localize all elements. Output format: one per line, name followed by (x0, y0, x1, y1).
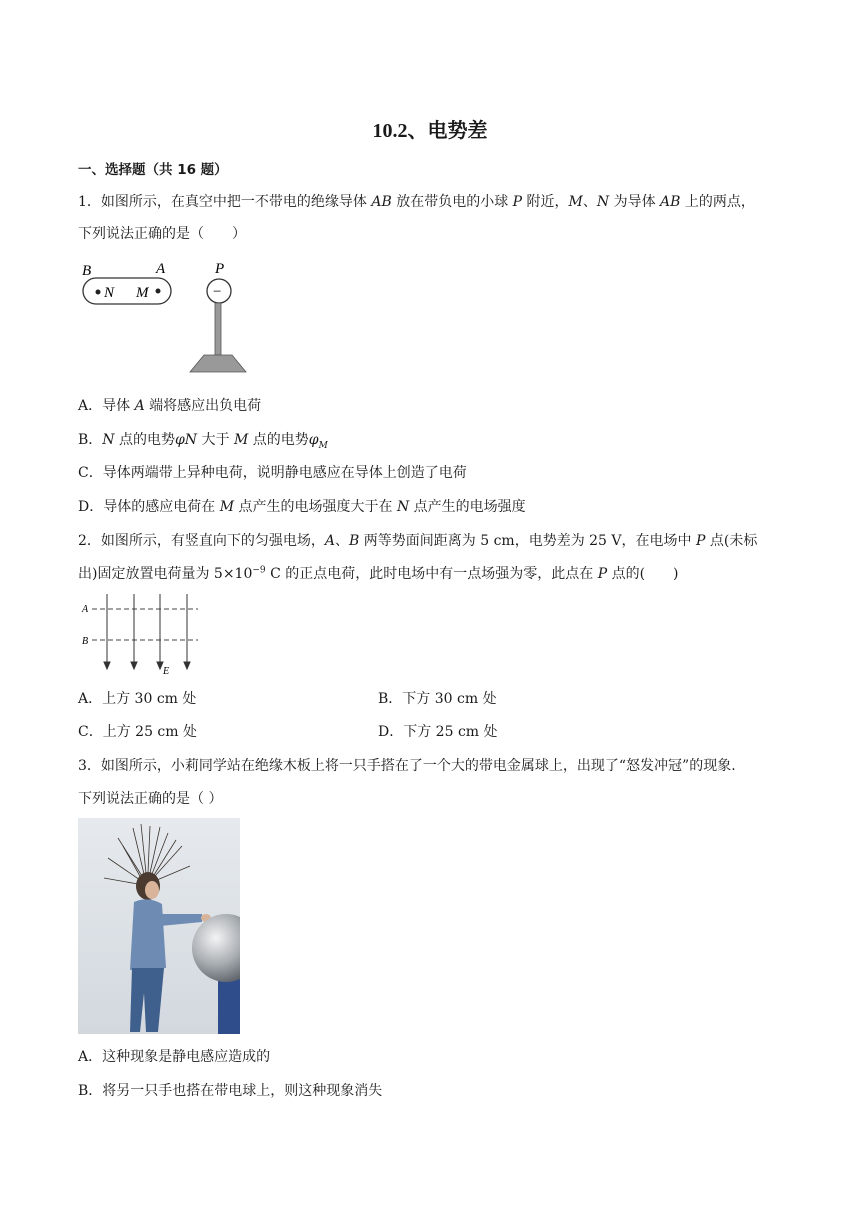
fig2-field-lines (104, 594, 190, 669)
fig1-label-a: A (156, 261, 166, 277)
q3-option-b: B．将另一只手也搭在带电球上，则这种现象消失 (78, 1083, 383, 1099)
fig1-label-b: B (82, 263, 92, 279)
q1-option-c: C．导体两端带上异种电荷，说明静电感应在导体上创造了电荷 (78, 465, 467, 481)
q2-option-a: A．上方 30 cm 处 (78, 691, 197, 707)
q3-option-a: A．这种现象是静电感应造成的 (78, 1049, 271, 1065)
fig2-label-b: B (82, 636, 89, 647)
fig2-label-a: A (82, 604, 89, 615)
q1-stem-line2: 下列说法正确的是（ ） (78, 226, 246, 242)
q1-figure-conductor-and-charge (78, 258, 258, 378)
q2-option-d: D．下方 25 cm 处 (378, 724, 498, 740)
q1-option-a: A．导体 A 端将感应出负电荷 (78, 398, 262, 414)
fig1-stand-base (190, 355, 246, 372)
section-heading: 一、选择题（共 16 题） (78, 162, 228, 178)
q1-option-d: D．导体的感应电荷在 M 点产生的电场强度大于在 N 点产生的电场强度 (78, 499, 526, 515)
fig2-label-e: E (163, 666, 170, 677)
q3-stem-line2: 下列说法正确的是（ ） (78, 791, 223, 807)
q3-photo-girl-with-charged-sphere (78, 818, 240, 1034)
fig1-stand-rod (215, 303, 221, 355)
q1-option-b: B．N 点的电势φN 大于 M 点的电势$\varphi_M$ (78, 432, 328, 451)
q2-option-c: C．上方 25 cm 处 (78, 724, 197, 740)
page-title: 10.2、电势差 (372, 120, 488, 142)
fig1-label-n: N (104, 285, 115, 301)
q2-option-b: B．下方 30 cm 处 (378, 691, 497, 707)
q2-figure-uniform-field (78, 592, 208, 678)
fig1-label-m: M (136, 285, 149, 301)
fig1-point-n (96, 290, 101, 295)
fig1-minus-sign: − (213, 284, 222, 300)
q1-stem-line1: 1．如图所示，在真空中把一不带电的绝缘导体 AB 放在带负电的小球 P 附近，M、N 为导体 AB 上的两点， (78, 194, 755, 210)
q2-stem-line1: 2．如图所示，有竖直向下的匀强电场，A、B 两等势面间距离为 5 cm，电势差为 25 V，在电场中 P 点(未标 (78, 533, 758, 549)
fig1-label-p: P (215, 261, 225, 277)
q3-stem-line1: 3．如图所示，小莉同学站在绝缘木板上将一只手搭在了一个大的带电金属球上，出现了“怒发冲冠”的现象. (78, 758, 736, 774)
q2-stem-line2: 出)固定放置电荷量为 $5\times 10^{-9}$ C 的正点电荷，此时电场中有一点场强为零，此点在 P 点的( ) (78, 565, 679, 582)
fig1-point-m (156, 289, 161, 294)
